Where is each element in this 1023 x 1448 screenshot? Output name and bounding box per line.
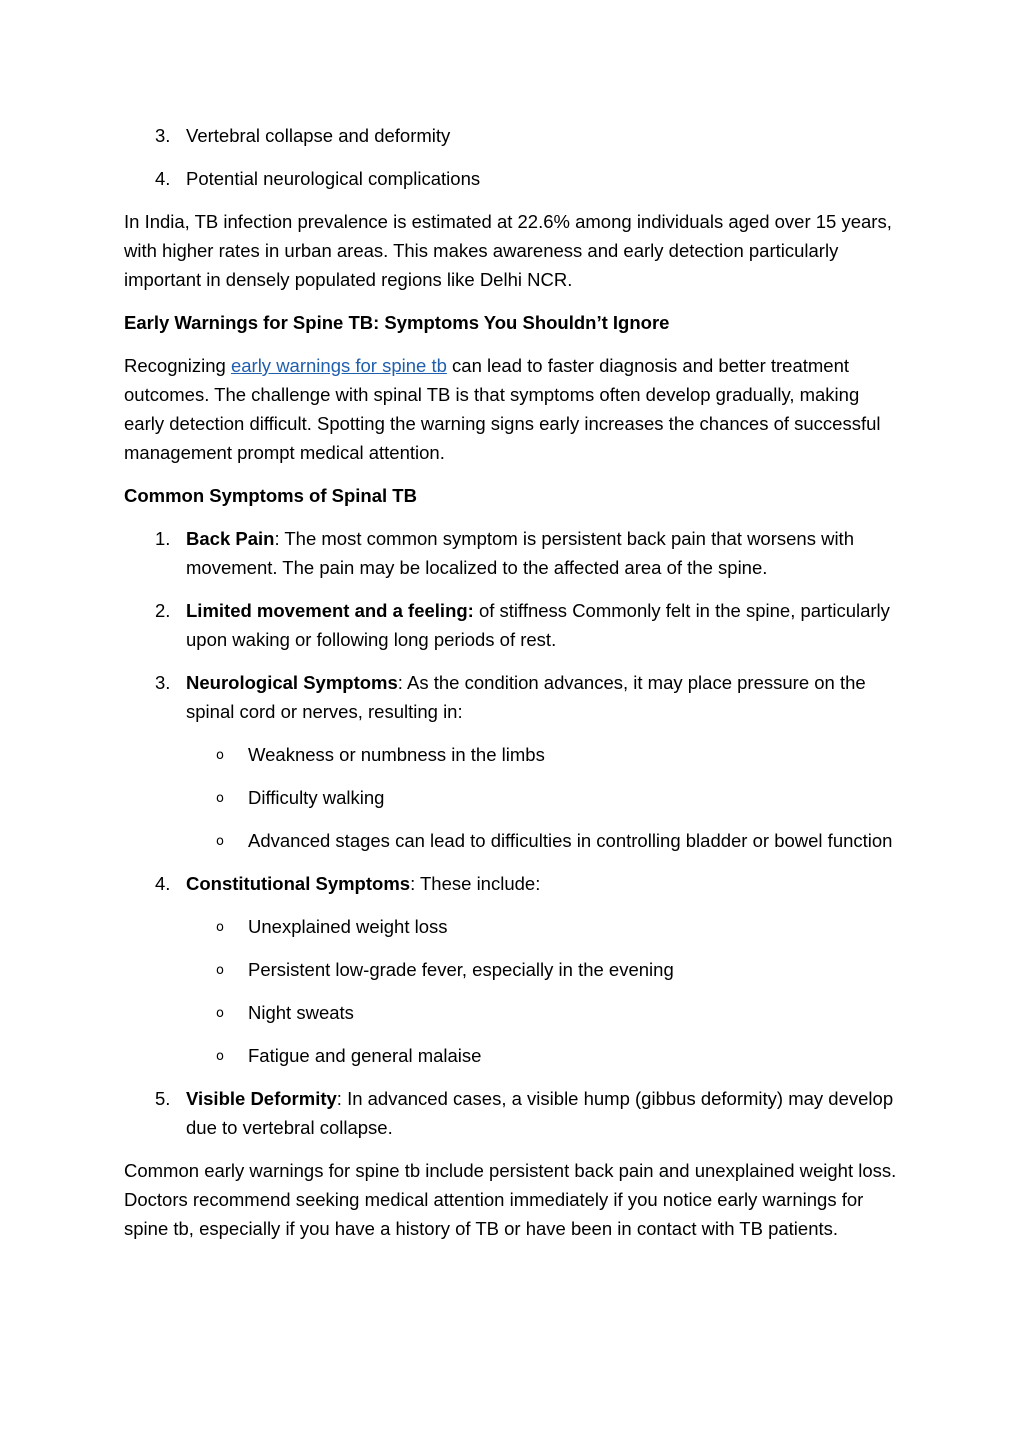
sub-list-item-text: Persistent low-grade fever, especially in the evening [248,959,674,980]
document-page [124,121,904,1257]
list-item-text: Potential neurological complications [186,168,481,189]
list-item [124,524,904,582]
sub-list-item [186,783,904,812]
sub-list-item-text: Night sweats [248,1002,354,1023]
symptom-term: Limited movement and a feeling: [186,600,474,621]
symptom-term: Back Pain [186,528,275,549]
list-item [124,164,904,193]
sub-list-item-text: Difficulty walking [248,787,385,808]
sub-list-item [186,740,904,769]
sub-list-item [186,912,904,941]
bullet-icon: o [216,791,224,806]
list-number: 4. [155,168,171,189]
list-number: 2. [155,600,171,621]
symptom-term: Neurological Symptoms [186,672,398,693]
symptom-description: : As the condition advances, it may place pressure on the spinal cord or nerves, resulting in: [186,672,866,722]
list-item [124,1084,904,1142]
sub-list-item-text: Weakness or numbness in the limbs [248,744,545,765]
list-item [124,596,904,654]
list-item-text: Vertebral collapse and deformity [186,125,451,146]
sub-list-item-text: Advanced stages can lead to difficulties in controlling bladder or bowel function [248,830,893,851]
paragraph-text: Recognizing [124,355,231,376]
recognizing-paragraph [124,351,904,467]
bullet-icon: o [216,920,224,935]
paragraph-text: can lead to faster diagnosis and better treatment outcomes. The challenge with spinal TB is that symptoms often develop gradually, making early detection difficult. Spotting the warning signs early increases the chances of successful management prompt medical attention. [124,355,881,463]
list-number: 3. [155,672,171,693]
bullet-icon: o [216,834,224,849]
symptom-description: : The most common symptom is persistent back pain that worsens with movement. The pain may be localized to the affected area of the spine. [186,528,854,578]
section-heading-common-symptoms: Common Symptoms of Spinal TB [124,485,417,506]
list-number: 3. [155,125,171,146]
bullet-icon: o [216,1049,224,1064]
sub-list-item [186,998,904,1027]
sub-list-item [186,1041,904,1070]
symptom-description: of stiffness Commonly felt in the spine, particularly upon waking or following long periods of rest. [186,600,890,650]
symptoms-numbered-list [124,524,904,1142]
list-item [124,668,904,855]
closing-paragraph: Common early warnings for spine tb include persistent back pain and unexplained weight loss. Doctors recommend seeking medical attention immediately if you notice early warnings for spine tb, especially if you have a history of TB or have been in contact with TB patients. [124,1160,897,1239]
list-number: 4. [155,873,171,894]
intro-numbered-list [124,121,904,193]
symptom-term: Constitutional Symptoms [186,873,411,894]
neurological-sub-list [186,740,904,855]
list-item [124,869,904,1070]
section-heading-early-warnings: Early Warnings for Spine TB: Symptoms You Shouldn’t Ignore [124,312,670,333]
list-number: 1. [155,528,171,549]
sub-list-item [186,955,904,984]
symptom-description: : These include: [410,873,541,894]
sub-list-item [186,826,904,855]
bullet-icon: o [216,963,224,978]
symptom-term: Visible Deformity [186,1088,337,1109]
constitutional-sub-list [186,912,904,1070]
list-item [124,121,904,150]
symptom-description: : In advanced cases, a visible hump (gibbus deformity) may develop due to vertebral collapse. [186,1088,894,1138]
bullet-icon: o [216,748,224,763]
sub-list-item-text: Unexplained weight loss [248,916,448,937]
early-warnings-link[interactable]: early warnings for spine tb [230,355,447,376]
sub-list-item-text: Fatigue and general malaise [248,1045,482,1066]
bullet-icon: o [216,1006,224,1021]
list-number: 5. [155,1088,171,1109]
prevalence-paragraph: In India, TB infection prevalence is estimated at 22.6% among individuals aged over 15 years, with higher rates in urban areas. This makes awareness and early detection particularly important in densely populated regions like Delhi NCR. [124,211,892,290]
